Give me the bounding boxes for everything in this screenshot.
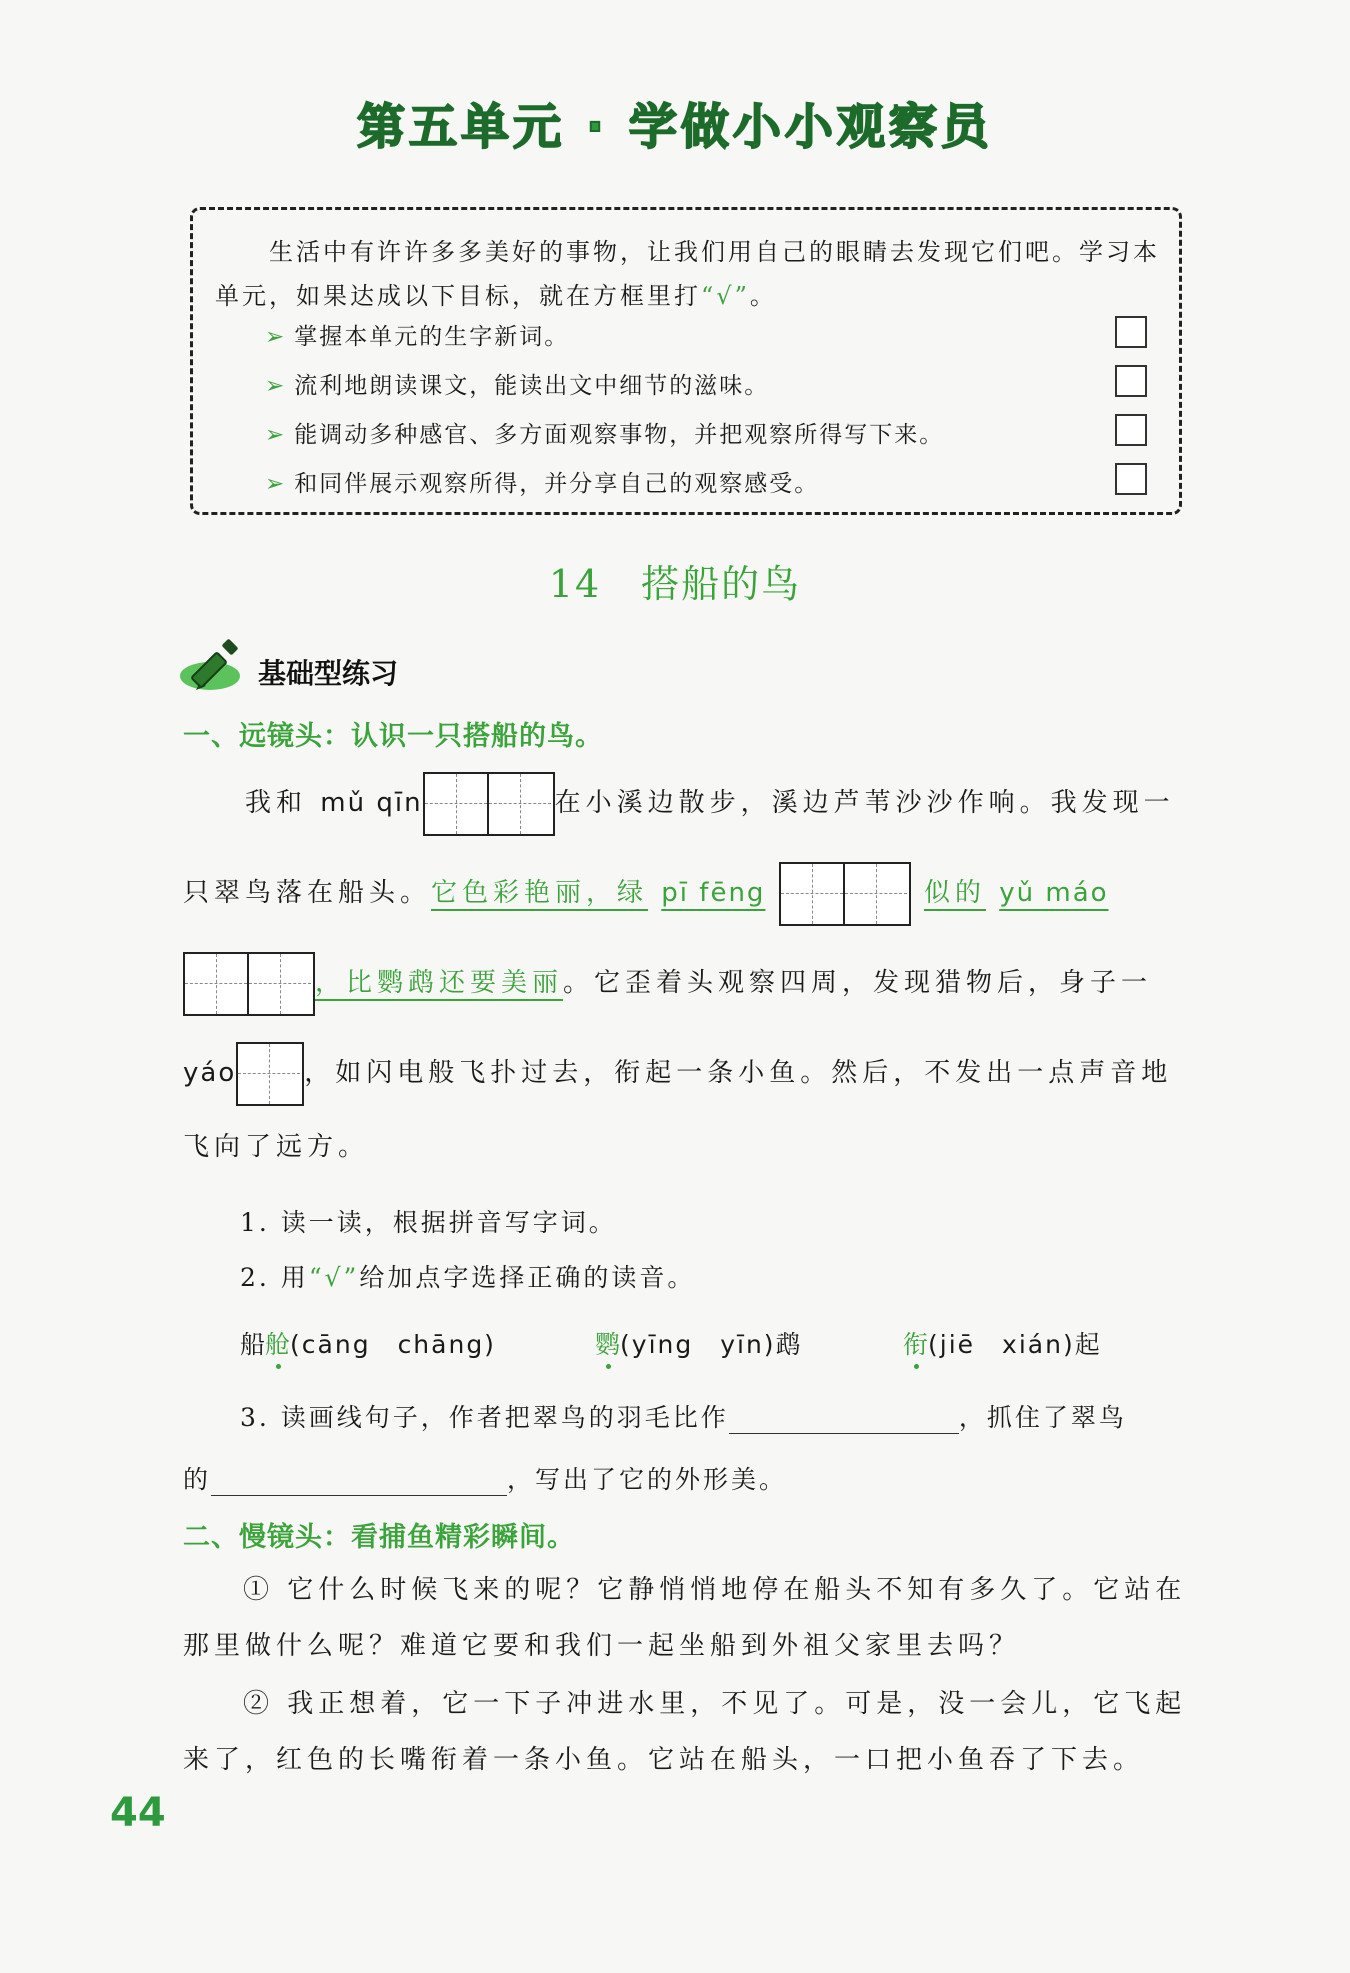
arrow-bullet-icon: ➢ xyxy=(265,422,287,448)
question-text: ，抓住了翠鸟 xyxy=(958,1403,1127,1432)
writing-grid-2[interactable] xyxy=(423,772,555,836)
goal-checkbox[interactable] xyxy=(1115,463,1147,495)
goals-intro xyxy=(215,230,1165,318)
pinyin-prompt: mǔ qīn xyxy=(320,788,423,818)
pinyin-prompt: yáo xyxy=(183,1058,237,1088)
dotted-char: 衔 xyxy=(903,1330,929,1359)
goal-item xyxy=(265,318,569,351)
pronunciation-choice-1[interactable] xyxy=(240,1325,496,1361)
goal-item-text: 掌握本单元的生字新词。 xyxy=(294,324,570,350)
passage-line xyxy=(183,952,1193,1016)
goal-checkbox[interactable] xyxy=(1115,365,1147,397)
passage-line xyxy=(183,862,1193,926)
goal-checkbox[interactable] xyxy=(1115,316,1147,348)
choice-text: 船 xyxy=(240,1330,266,1359)
arrow-bullet-icon: ➢ xyxy=(265,324,287,350)
section-badge xyxy=(180,638,399,698)
goals-intro-end: 。 xyxy=(749,282,777,310)
passage-line xyxy=(183,1042,1193,1106)
goal-item-text: 流利地朗读课文，能读出文中细节的滋味。 xyxy=(294,373,770,399)
goal-item-text: 和同伴展示观察所得，并分享自己的观察感受。 xyxy=(294,471,820,497)
question-2 xyxy=(240,1258,695,1294)
pronunciation-choice-3[interactable] xyxy=(903,1325,1100,1361)
answer-blank[interactable] xyxy=(729,1407,959,1434)
passage-text: 我和 xyxy=(245,788,308,818)
question-3 xyxy=(240,1398,1127,1434)
passage-line: 飞向了远方。 xyxy=(183,1132,370,1162)
page-number: 44 xyxy=(110,1790,166,1836)
goal-item xyxy=(265,416,944,449)
underlined-sentence: ，比鹦鹉还要美丽 xyxy=(315,968,564,998)
writing-grid-2[interactable] xyxy=(779,862,911,926)
underlined-sentence: 它色彩艳丽，绿 xyxy=(431,878,649,908)
pronunciation-choice-2[interactable] xyxy=(595,1325,801,1361)
arrow-bullet-icon: ➢ xyxy=(265,373,287,399)
question-1: 1. 读一读，根据拼音写字词。 xyxy=(240,1208,617,1237)
reading-paragraph-1: ① 它什么时候飞来的呢？它静悄悄地停在船头不知有多久了。它站在那里做什么呢？难道它要和我们一起坐船到外祖父家里去吗？ xyxy=(183,1575,1187,1661)
goal-item xyxy=(265,465,819,498)
check-mark-quote: “√” xyxy=(701,282,750,310)
section-badge-label: 基础型练习 xyxy=(258,657,399,690)
underlined-sentence: 似的 xyxy=(923,878,986,908)
dotted-char: 鹦 xyxy=(595,1330,621,1359)
passage-text: 。它歪着头观察四周，发现猎物后，身子一 xyxy=(563,968,1153,998)
passage-line xyxy=(245,772,1255,836)
section-heading: 二、慢镜头：看捕鱼精彩瞬间。 xyxy=(183,1522,575,1553)
section-heading: 一、远镜头：认识一只搭船的鸟。 xyxy=(183,721,603,752)
answer-blank[interactable] xyxy=(211,1469,507,1496)
goal-checkbox[interactable] xyxy=(1115,414,1147,446)
pinyin-options[interactable]: (jiē xián) xyxy=(928,1330,1075,1359)
goal-item-text: 能调动多种感官、多方面观察事物，并把观察所得写下来。 xyxy=(294,422,945,448)
arrow-bullet-icon: ➢ xyxy=(265,471,287,497)
pinyin-prompt: pī fēng xyxy=(661,878,766,908)
pinyin-prompt: yǔ máo xyxy=(999,878,1109,908)
question-text: ，写出了它的外形美。 xyxy=(507,1465,788,1494)
pencil-icon xyxy=(180,638,250,694)
question-text: 的 xyxy=(183,1465,212,1494)
question-text: 2. 用 xyxy=(240,1263,309,1292)
pinyin-options[interactable]: (cāng chāng) xyxy=(290,1330,496,1359)
question-3-cont xyxy=(183,1460,787,1496)
question-text: 3. 读画线句子，作者把翠鸟的羽毛比作 xyxy=(240,1403,729,1432)
writing-grid-2[interactable] xyxy=(183,952,315,1016)
choice-text: 鹉 xyxy=(775,1330,801,1359)
pinyin-options[interactable]: (yīng yīn) xyxy=(620,1330,776,1359)
passage-text: 只翠鸟落在船头。 xyxy=(183,878,432,908)
dotted-char: 舱 xyxy=(265,1330,291,1359)
passage-text: 在小溪边散步，溪边芦苇沙沙作响。我发现一 xyxy=(554,788,1175,818)
writing-grid-1[interactable] xyxy=(236,1042,304,1106)
lesson-title: 14 搭船的鸟 xyxy=(548,562,802,606)
check-mark-quote: “√” xyxy=(308,1263,360,1292)
passage-text: ，如闪电般飞扑过去，衔起一条小鱼。然后，不发出一点声音地 xyxy=(304,1058,1173,1088)
unit-goals-box xyxy=(190,207,1182,515)
goals-intro-text: 生活中有许许多多美好的事物，让我们用自己的眼睛去发现它们吧。学习本单元，如果达成以下目标，就在方框里打 xyxy=(215,238,1160,310)
reading-paragraph-2: ② 我正想着，它一下子冲进水里，不见了。可是，没一会儿，它飞起来了，红色的长嘴衔着一条小鱼。它站在船头，一口把小鱼吞了下去。 xyxy=(183,1689,1187,1775)
goal-item xyxy=(265,367,769,400)
unit-title: 第五单元 · 学做小小观察员 xyxy=(357,99,993,155)
question-text: 给加点字选择正确的读音。 xyxy=(359,1263,696,1292)
choice-text: 起 xyxy=(1074,1330,1100,1359)
